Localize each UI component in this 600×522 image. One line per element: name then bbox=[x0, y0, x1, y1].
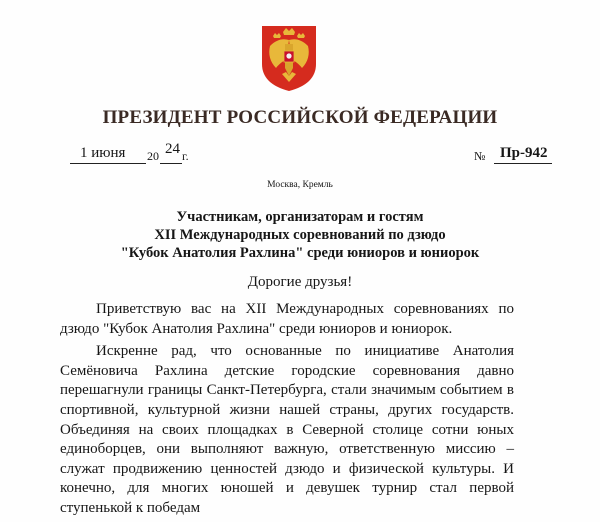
heading-line: XII Международных соревнований по дзюдо bbox=[154, 227, 446, 243]
rider-icon bbox=[286, 53, 291, 58]
letter-body bbox=[60, 300, 514, 522]
heading-line: "Кубок Анатолия Рахлина" среди юниоров и юниорок bbox=[120, 245, 480, 261]
body-paragraph: Приветствую вас на XII Международных соревнованиях по дзюдо "Кубок Анатолия Рахлина" среди юниоров и юниорок. bbox=[60, 301, 514, 337]
date-year-prefix: 20 bbox=[147, 149, 159, 163]
document-number: Пр-942 bbox=[500, 145, 548, 161]
date-year-suffix: г. bbox=[182, 149, 189, 163]
number-label: № bbox=[474, 149, 486, 163]
coat-of-arms-emblem bbox=[258, 24, 320, 92]
address-heading bbox=[0, 208, 600, 262]
year-underline bbox=[160, 163, 182, 164]
greeting: Дорогие друзья! bbox=[247, 274, 353, 290]
number-underline bbox=[494, 163, 552, 164]
date-day-month: 1 июня bbox=[80, 145, 126, 161]
document-title: ПРЕЗИДЕНТ РОССИЙСКОЙ ФЕДЕРАЦИИ bbox=[102, 107, 498, 128]
heading-line: Участникам, организаторам и гостям bbox=[176, 209, 424, 225]
body-paragraph: Искренне рад, что основанные по инициативе Анатолия Семёновича Рахлина детские городские соревнования давно перешагнули границы Санкт-Петербурга, стали значимым событием в спортивной, культурной жизни нашей страны, других государств. Объединяя на своих площадках в Северной столице сотни юных единоборцев, они выполняют важную, ответственную миссию – служат продвижению ценностей дзюдо и физической культуры. И конечно, для многих юношей и девушек турнир стал первой ступенькой к победам bbox=[60, 343, 514, 516]
date-number-row bbox=[0, 141, 600, 165]
date-year-value: 24 bbox=[165, 141, 180, 157]
date-underline bbox=[70, 163, 146, 164]
signing-place: Москва, Кремль bbox=[267, 180, 333, 190]
